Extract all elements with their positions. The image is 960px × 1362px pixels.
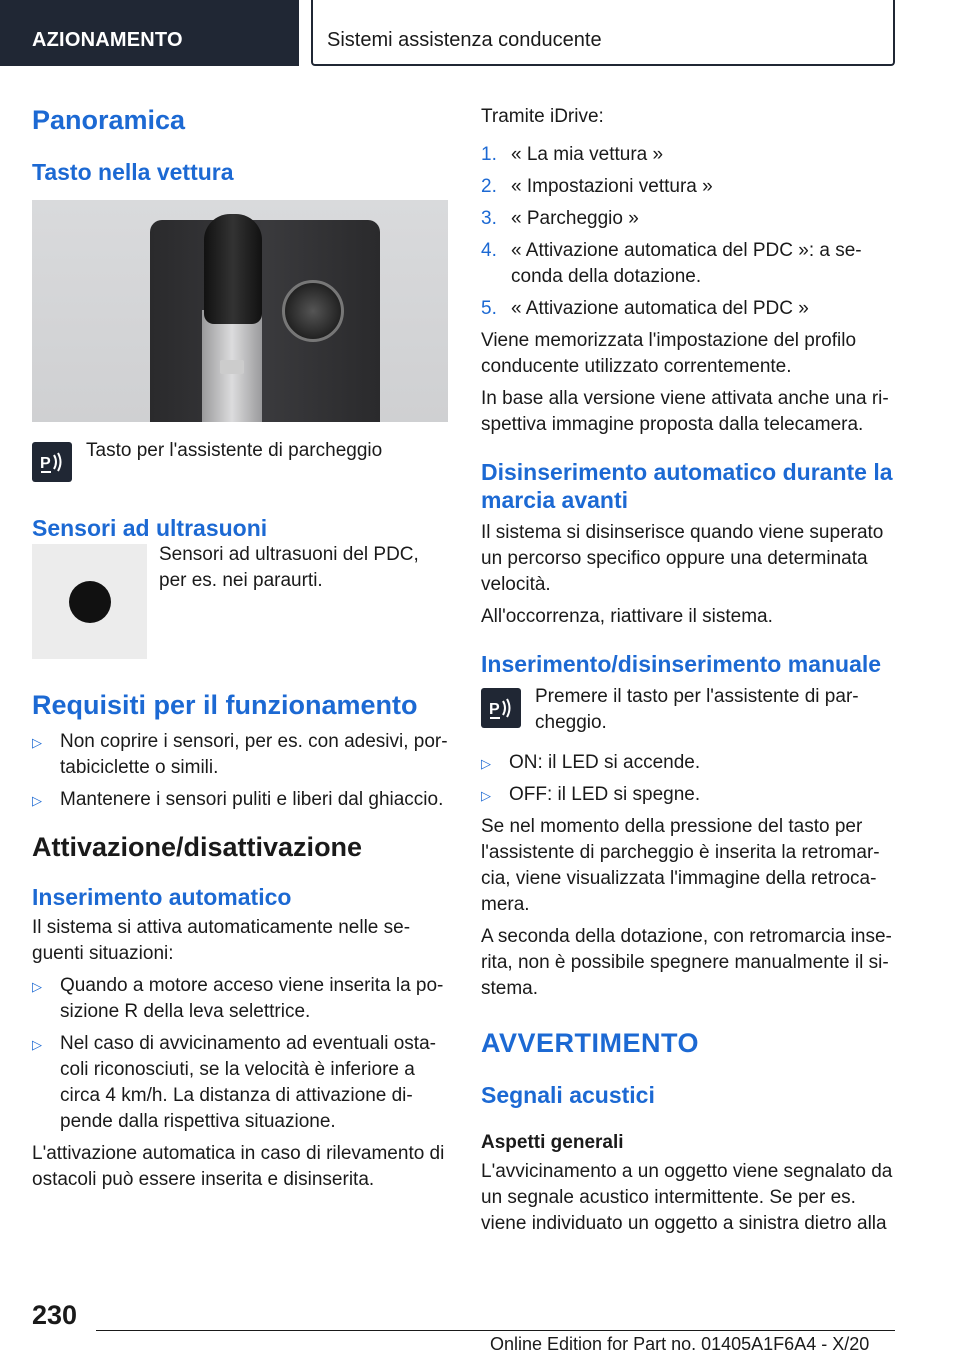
park-assist-icon — [32, 442, 72, 482]
edition-text: Online Edition for Part no. 01405A1F6A4 - X/20 — [490, 1334, 870, 1354]
console-shape — [150, 220, 380, 422]
heading-tasto-vettura: Tasto nella vettura — [32, 159, 234, 185]
park-assist-icon — [481, 688, 521, 728]
gear-selector — [204, 214, 262, 324]
list-item: ▷ ON: il LED si accende. — [481, 750, 895, 776]
right-column — [481, 96, 895, 1237]
heading-sensori: Sensori ad ultrasuoni — [32, 515, 268, 541]
bullet-icon: ▷ — [481, 788, 491, 803]
heading-inserimento-automatico: Inserimento automatico — [32, 884, 292, 910]
dis-text-2: All'occorrenza, riattivare il sistema. — [481, 606, 773, 627]
chapter-tab: Sistemi assistenza conducente — [311, 0, 895, 66]
page-header — [0, 0, 960, 66]
left-column — [32, 96, 448, 1193]
ultrasonic-sensor-image — [32, 544, 147, 659]
heading-attivazione: Attivazione/disattivazione — [32, 832, 363, 862]
svg-text:P: P — [489, 701, 500, 718]
heading-segnali: Segnali acustici — [481, 1082, 655, 1108]
list-item: 1. « La mia vettura » — [481, 144, 664, 165]
general-text: L'avvicinamento a un oggetto viene segnalato da un segnale acustico intermittente. Se per es. viene individuato un oggetto a sinistra dietro alla — [481, 1161, 893, 1234]
profile-note: Viene memorizzata l'impostazione del profilo conducente utilizzato correntemente. — [481, 330, 857, 377]
heading-disinserimento: Disinserimento automatico durante la marcia avanti — [481, 459, 893, 513]
bullet-icon: ▷ — [481, 756, 491, 771]
manual-caption-row — [481, 688, 895, 736]
warning-heading: AVVERTIMENTO — [481, 1028, 700, 1058]
key-caption-row — [32, 442, 448, 482]
reverse-note-2: A seconda della dotazione, con retromarcia inse-rita, non è possibile spegnere manualmente il si-stema. — [481, 926, 892, 999]
list-item: 5. « Attivazione automatica del PDC » — [481, 298, 809, 319]
manual-caption: Premere il tasto per l'assistente di par-cheggio. — [535, 686, 859, 733]
auto-outro: L'attivazione automatica in caso di rilevamento di ostacoli può essere inserita e disinserita. — [32, 1143, 445, 1190]
auto-list — [32, 973, 448, 1135]
list-item: 3. « Parcheggio » — [481, 208, 639, 229]
center-console-photo — [32, 200, 448, 422]
svg-text:P: P — [40, 455, 51, 472]
list-item: ▷ OFF: il LED si spegne. — [481, 782, 895, 808]
list-item: 4. « Attivazione automatica del PDC »: a se-conda della dotazione. — [481, 240, 862, 287]
requirements-list — [32, 729, 448, 813]
idrive-label: Tramite iDrive: — [481, 106, 604, 127]
sensor-caption: Sensori ad ultrasuoni del PDC, per es. nei paraurti. — [159, 544, 419, 591]
idrive-steps — [481, 142, 895, 322]
page-number: 230 — [32, 1300, 78, 1330]
heading-panoramica: Panoramica — [32, 105, 186, 135]
sensor-row — [32, 544, 448, 659]
section-tab: AZIONAMENTO — [0, 0, 299, 66]
bullet-icon: ▷ — [32, 735, 42, 750]
heading-manuale: Inserimento/disinserimento manuale — [481, 651, 882, 677]
heading-aspetti: Aspetti generali — [481, 1132, 624, 1153]
bullet-icon: ▷ — [32, 793, 42, 808]
park-assist-button-photo — [220, 360, 244, 374]
list-item: 2. « Impostazioni vettura » — [481, 176, 713, 197]
led-list — [481, 750, 895, 808]
camera-note: In base alla versione viene attivata anche una ri-spettiva immagine proposta dalla telecamera. — [481, 388, 889, 435]
bullet-icon: ▷ — [32, 1037, 42, 1052]
auto-intro: Il sistema si attiva automaticamente nelle se-guenti situazioni: — [32, 917, 411, 964]
heading-requisiti: Requisiti per il funzionamento — [32, 690, 418, 720]
footer-rule — [96, 1330, 895, 1331]
list-item: ▷ Mantenere i sensori puliti e liberi dal ghiaccio. — [32, 787, 448, 813]
list-item: ▷ Quando a motore acceso viene inserita la po-sizione R della leva selettrice. — [32, 975, 444, 1022]
key-caption: Tasto per l'assistente di parcheggio — [86, 440, 383, 461]
list-item: ▷ Non coprire i sensori, per es. con adesivi, por-tabiciclette o simili. — [32, 731, 448, 778]
dis-text-1: Il sistema si disinserisce quando viene superato un percorso specifico oppure una determinata velocità. — [481, 522, 884, 595]
idrive-knob — [282, 280, 344, 342]
reverse-note: Se nel momento della pressione del tasto per l'assistente di parcheggio è inserita la retromar-cia, viene visualizzata l'immagine della retroca-mera. — [481, 816, 880, 915]
list-item: ▷ Nel caso di avvicinamento ad eventuali osta-coli riconosciuti, se la velocità è inferiore a circa 4 km/h. La distanza di attivazione di-pende dalla rispettiva situazione. — [32, 1033, 436, 1132]
bullet-icon: ▷ — [32, 979, 42, 994]
sensor-dot — [69, 581, 111, 623]
